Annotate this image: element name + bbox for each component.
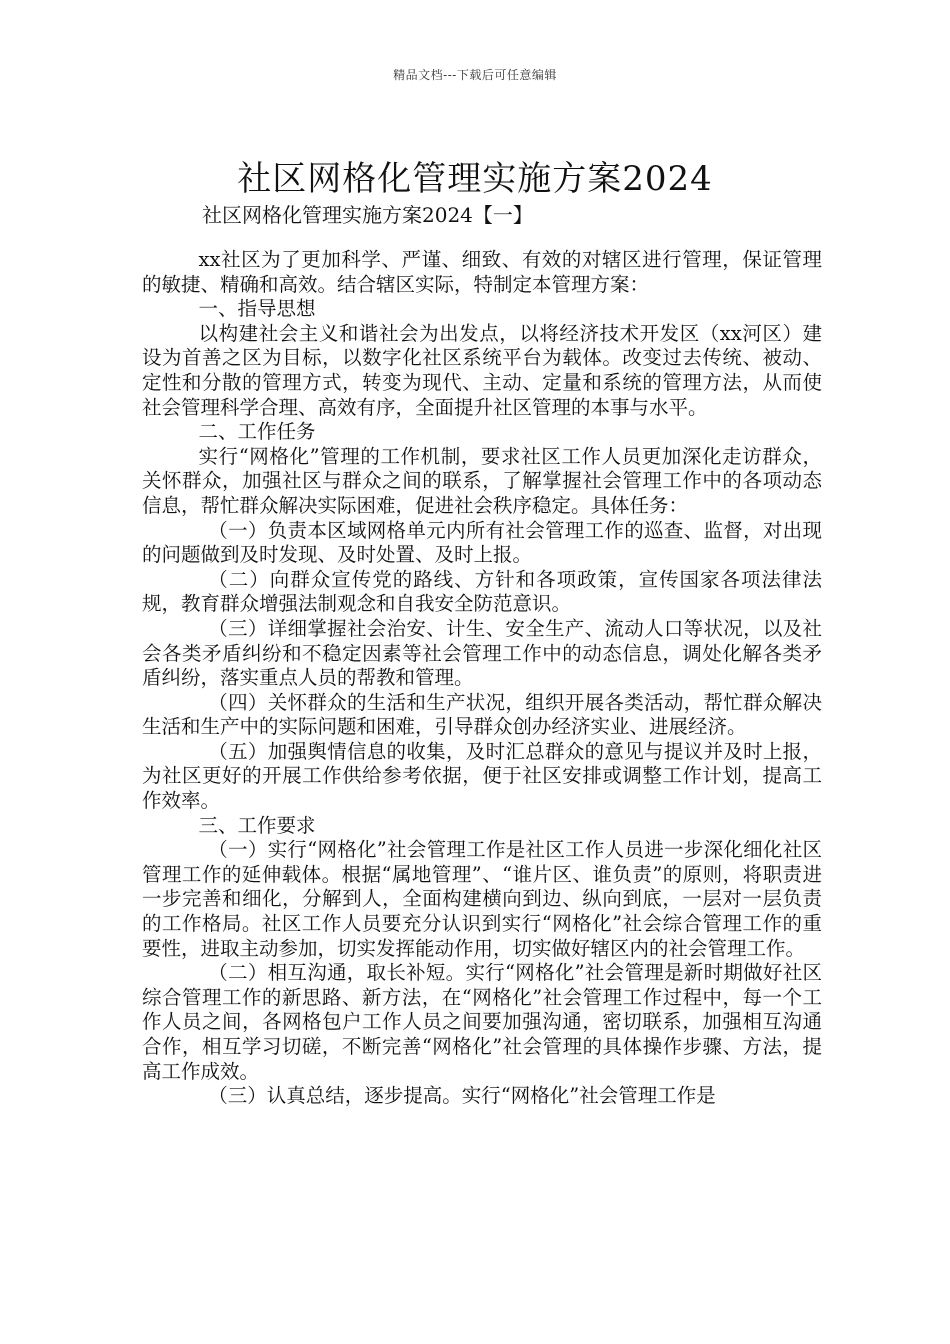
paragraph-work-tasks: 实行“网格化”管理的工作机制，要求社区工作人员更加深化走访群众，关怀群众，加强社区与群众之间的联系，了解掌握社会管理工作中的各项动态信息，帮忙群众解决实际困难，促进社会秩序稳定。具体任务： [142, 444, 822, 517]
paragraph-guiding-ideology: 以构建社会主义和谐社会为出发点，以将经济技术开发区（xx河区）建设为首善之区为目标，以数字化社区系统平台为载体。改变过去传统、被动、定性和分散的管理方式，转变为现代、主动、定量和系统的管理方法，从而使社会管理科学合理、高效有序，全面提升社区管理的本事与水平。 [142, 321, 822, 419]
requirement-item-2: （二）相互沟通，取长补短。实行“网格化”社会管理是新时期做好社区综合管理工作的新思路、新方法，在“网格化”社会管理工作过程中，每一个工作人员之间，各网格包户工作人员之间要加强沟通，密切联系，加强相互沟通合作，相互学习切磋，不断完善“网格化”社会管理的具体操作步骤、方法，提高工作成效。 [142, 961, 822, 1083]
section-heading-work-requirements: 三、工作要求 [198, 813, 316, 837]
document-body [142, 248, 822, 1109]
task-item-1: （一）负责本区域网格单元内所有社会管理工作的巡查、监督，对出现的问题做到及时发现、及时处置、及时上报。 [142, 518, 822, 567]
requirement-item-3: （三）认真总结，逐步提高。实行“网格化”社会管理工作是 [208, 1084, 716, 1108]
document-title: 社区网格化管理实施方案2024 [237, 158, 713, 199]
section-heading-guiding-ideology: 一、指导思想 [198, 297, 316, 321]
section-heading-work-tasks: 二、工作任务 [198, 420, 316, 444]
task-item-5: （五）加强舆情信息的收集，及时汇总群众的意见与提议并及时上报，为社区更好的开展工作供给参考依据，便于社区安排或调整工作计划，提高工作效率。 [142, 739, 822, 813]
task-item-2: （二）向群众宣传党的路线、方针和各项政策，宣传国家各项法律法规，教育群众增强法制观念和自我安全防范意识。 [142, 567, 822, 616]
requirement-item-1: （一）实行“网格化”社会管理工作是社区工作人员进一步深化细化社区管理工作的延伸载体。根据“属地管理”、“谁片区、谁负责”的原则，将职责进一步完善和细化，分解到人，全面构建横向到边、纵向到底，一层对一层负责的工作格局。社区工作人员要充分认识到实行“网格化”社会综合管理工作的重要性，进取主动参加，切实发挥能动作用，切实做好辖区内的社会管理工作。 [142, 838, 822, 960]
task-item-4: （四）关怀群众的生活和生产状况，组织开展各类活动，帮忙群众解决生活和生产中的实际问题和困难，引导群众创办经济实业、进展经济。 [142, 690, 822, 739]
task-item-3: （三）详细掌握社会治安、计生、安全生产、流动人口等状况，以及社会各类矛盾纠纷和不稳定因素等社会管理工作中的动态信息，调处化解各类矛盾纠纷，落实重点人员的帮教和管理。 [142, 616, 822, 690]
header-note: 精品文档---下载后可任意编辑 [393, 68, 557, 82]
document-subtitle: 社区网格化管理实施方案2024【一】 [202, 203, 533, 227]
paragraph-intro: xx社区为了更加科学、严谨、细致、有效的对辖区进行管理，保证管理的敏捷、精确和高效。结合辖区实际，特制定本管理方案： [142, 248, 822, 296]
